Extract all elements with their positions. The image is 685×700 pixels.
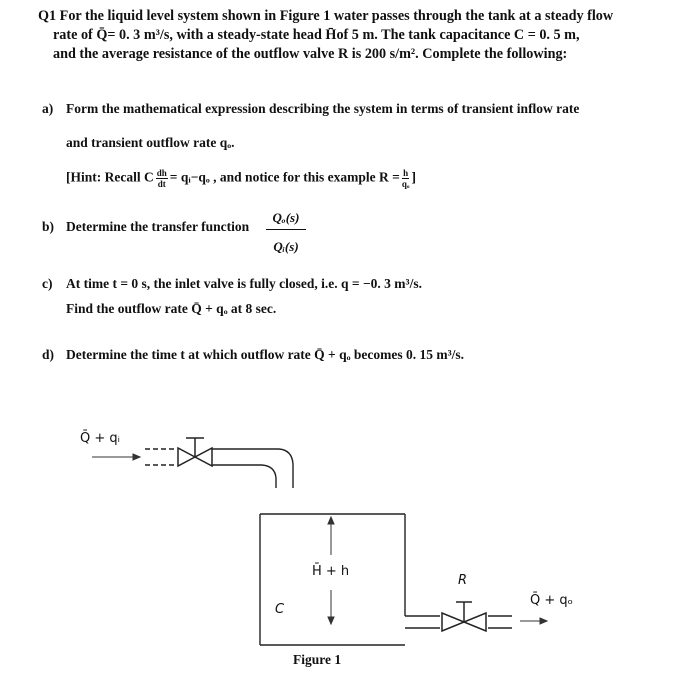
part-a-line-1: Form the mathematical expression describing the system in terms of transient inflow rate [66,101,580,116]
part-c-line-1: At time t = 0 s, the inlet valve is fully closed, i.e. q = −0. 3 m³/s. [66,276,422,291]
resistance-label: R [458,573,468,588]
part-a-label: a) [42,101,54,116]
question-line-3: and the average resistance of the outflow valve R is 200 s/m². Complete the following: [53,46,568,62]
part-c-line-2: Find the outflow rate Q̄ + qₒ at 8 sec. [66,301,277,316]
part-d-label: d) [42,347,55,362]
hint-mid: = qᵢ−qₒ , and notice for this example R = [169,169,400,185]
part-b-text: Determine the transfer function [66,219,250,234]
outlet-pipe [405,616,512,628]
hint-frac2-den: qₒ [401,179,410,189]
question-line-1: Q1 For the liquid level system shown in Figure 1 water passes through the tank at a steady flow [38,8,614,24]
hint-frac-num: dh [156,168,167,178]
hint-frac2-num: h [403,168,409,178]
question-text [38,7,638,64]
transfer-function-fraction [266,210,306,255]
hint-fraction-dh-dt [156,168,168,189]
tank [260,514,405,645]
tf-denominator: Qᵢ(s) [273,239,299,254]
part-c-label: c) [42,276,53,291]
inlet-pipe [145,449,293,488]
question-line-2: rate of Q̄= 0. 3 m³/s, with a steady-state head H̄of 5 m. The tank capacitance C = 0. 5 m, [53,27,580,43]
hint-frac-den: dt [157,179,166,189]
part-a-line-2: and transient outflow rate qₒ. [66,135,235,150]
outflow-label: Q̄ + qₒ [530,593,574,608]
hint-start: [Hint: Recall C [66,169,154,185]
head-label: H̄ + h [312,564,350,579]
figure-caption: Figure 1 [293,652,342,667]
part-a-hint [66,168,416,189]
hint-end: ] [411,169,416,185]
inflow-label: Q̄ + qᵢ [80,431,120,446]
hint-fraction-h-qo [402,168,410,189]
inlet-valve-icon [178,438,212,466]
inflow-arrow [92,454,140,460]
outflow-arrow [520,618,547,624]
part-d-text: Determine the time t at which outflow rate Q̄ + qₒ becomes 0. 15 m³/s. [66,347,465,362]
outlet-valve-icon [442,602,486,631]
part-b-label: b) [42,219,55,234]
capacitance-label: C [275,602,285,617]
tf-numerator: Qₒ(s) [266,210,306,230]
